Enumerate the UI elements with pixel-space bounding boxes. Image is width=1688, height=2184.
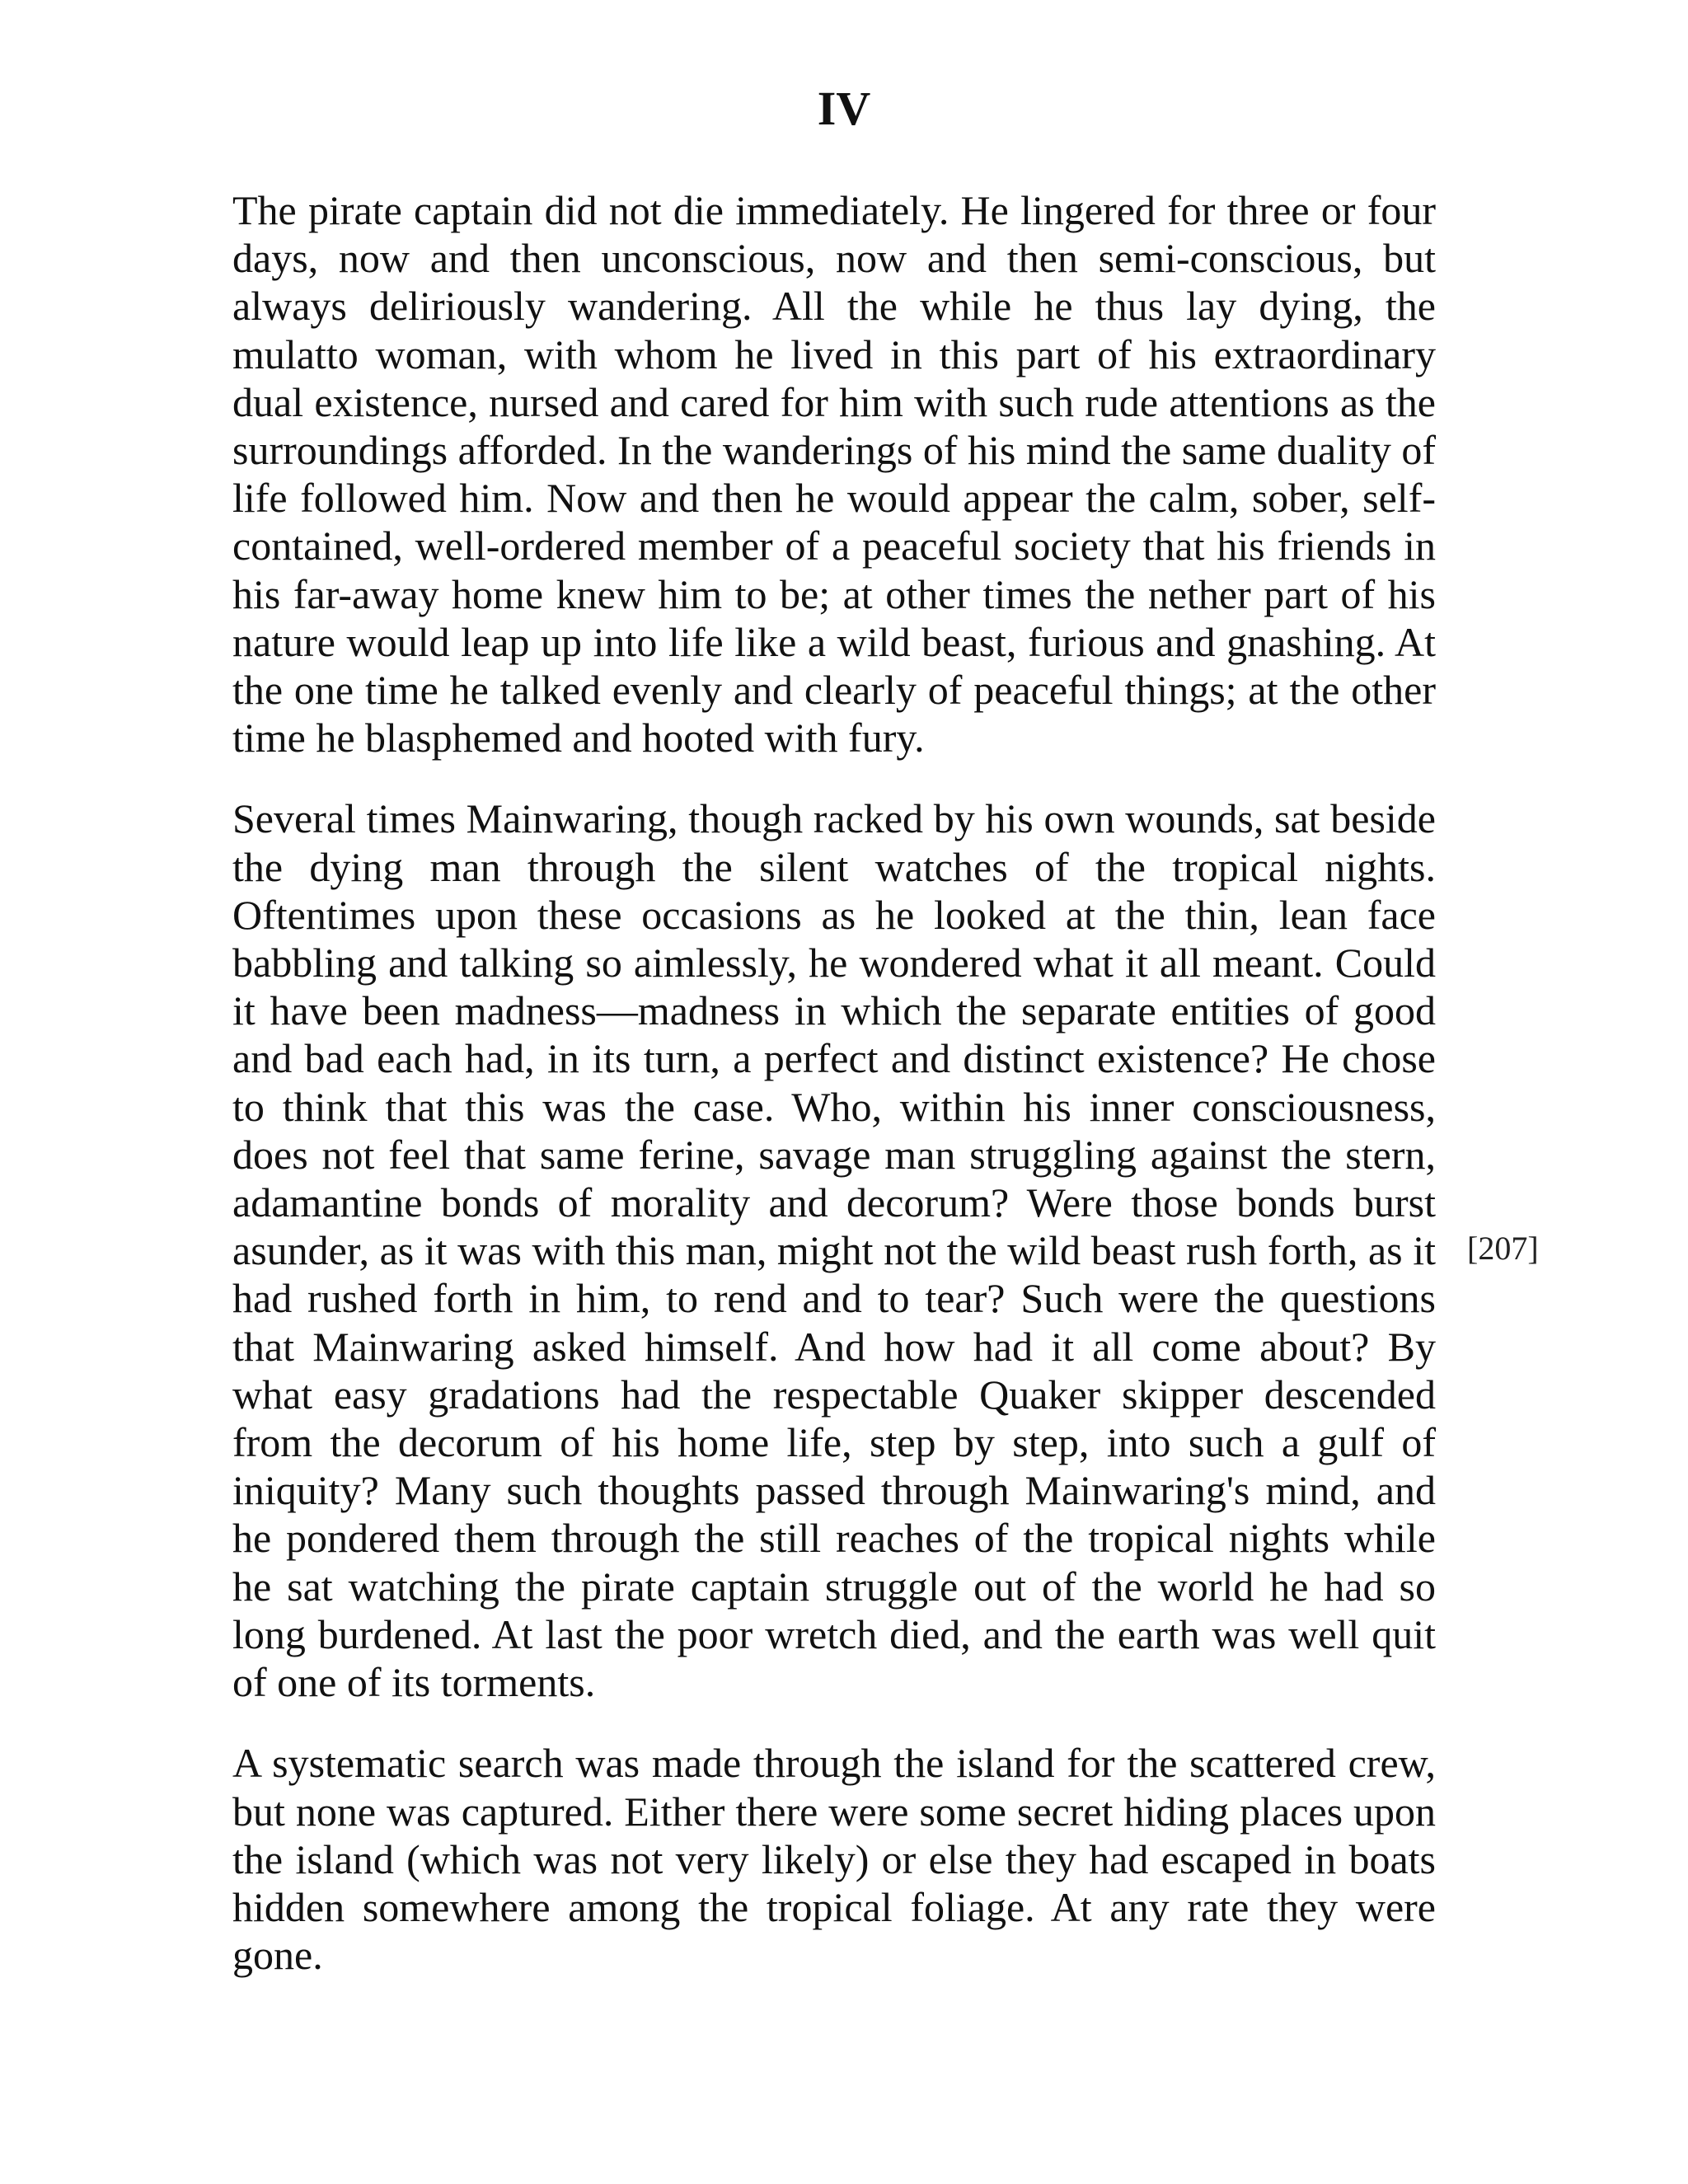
paragraph-1: The pirate captain did not die immediately. He lingered for three or four days, now and then unconscious, now and then semi-conscious, but always deliriously wandering. All the while he thus lay dying, the mulatto woman, with whom he lived in this part of his extraordinary dual existence, nursed and cared for him with such rude attentions as the surroundings afforded. In the wanderings of his mind the same duality of life followed him. Now and then he would appear the calm, sober, self-contained, well-ordered member of a peaceful society that his friends in his far-away home knew him to be; at other times the nether part of his nature would leap up into life like a wild beast, furious and gnashing. At the one time he talked evenly and clearly of peaceful things; at the other time he blasphemed and hooted with fury.	[232, 187, 1436, 762]
paragraph-3: A systematic search was made through the island for the scattered crew, but none was captured. Either there were some secret hiding places upon the island (which was not very likely) or else they had escaped in boats hidden somewhere among the tropical foliage. At any rate they were gone.	[232, 1740, 1436, 1979]
body-text	[232, 186, 1436, 2012]
paragraph-2: Several times Mainwaring, though racked by his own wounds, sat beside the dying man through the silent watches of the tropical nights. Oftentimes upon these occasions as he looked at the thin, lean face babbling and talking so aimlessly, he wondered what it all meant. Could it have been madness—madness in which the separate entities of good and bad each had, in its turn, a perfect and distinct existence? He chose to think that this was the case. Who, within his inner consciousness, does not feel that same ferine, savage man struggling against the stern, adamantine bonds of morality and decorum? Were those bonds burst asunder, as it was with this man, might not the wild beast rush forth, as it had rushed forth in him, to rend and to tear? Such were the questions that Mainwaring asked himself. And how had it all come about? By what easy gradations had the respectable Quaker skipper descended from the decorum of his home life, step by step, into such a gulf of iniquity? Many such thoughts passed through Mainwaring's mind, and he pondered them through the still reaches of the tropical nights while he sat watching the pirate captain struggle out of the world he had so long burdened. At last the poor wretch died, and the earth was well quit of one of its torments.	[232, 795, 1436, 1706]
page-number: [207]	[1467, 1230, 1539, 1267]
chapter-heading: IV	[817, 82, 871, 135]
